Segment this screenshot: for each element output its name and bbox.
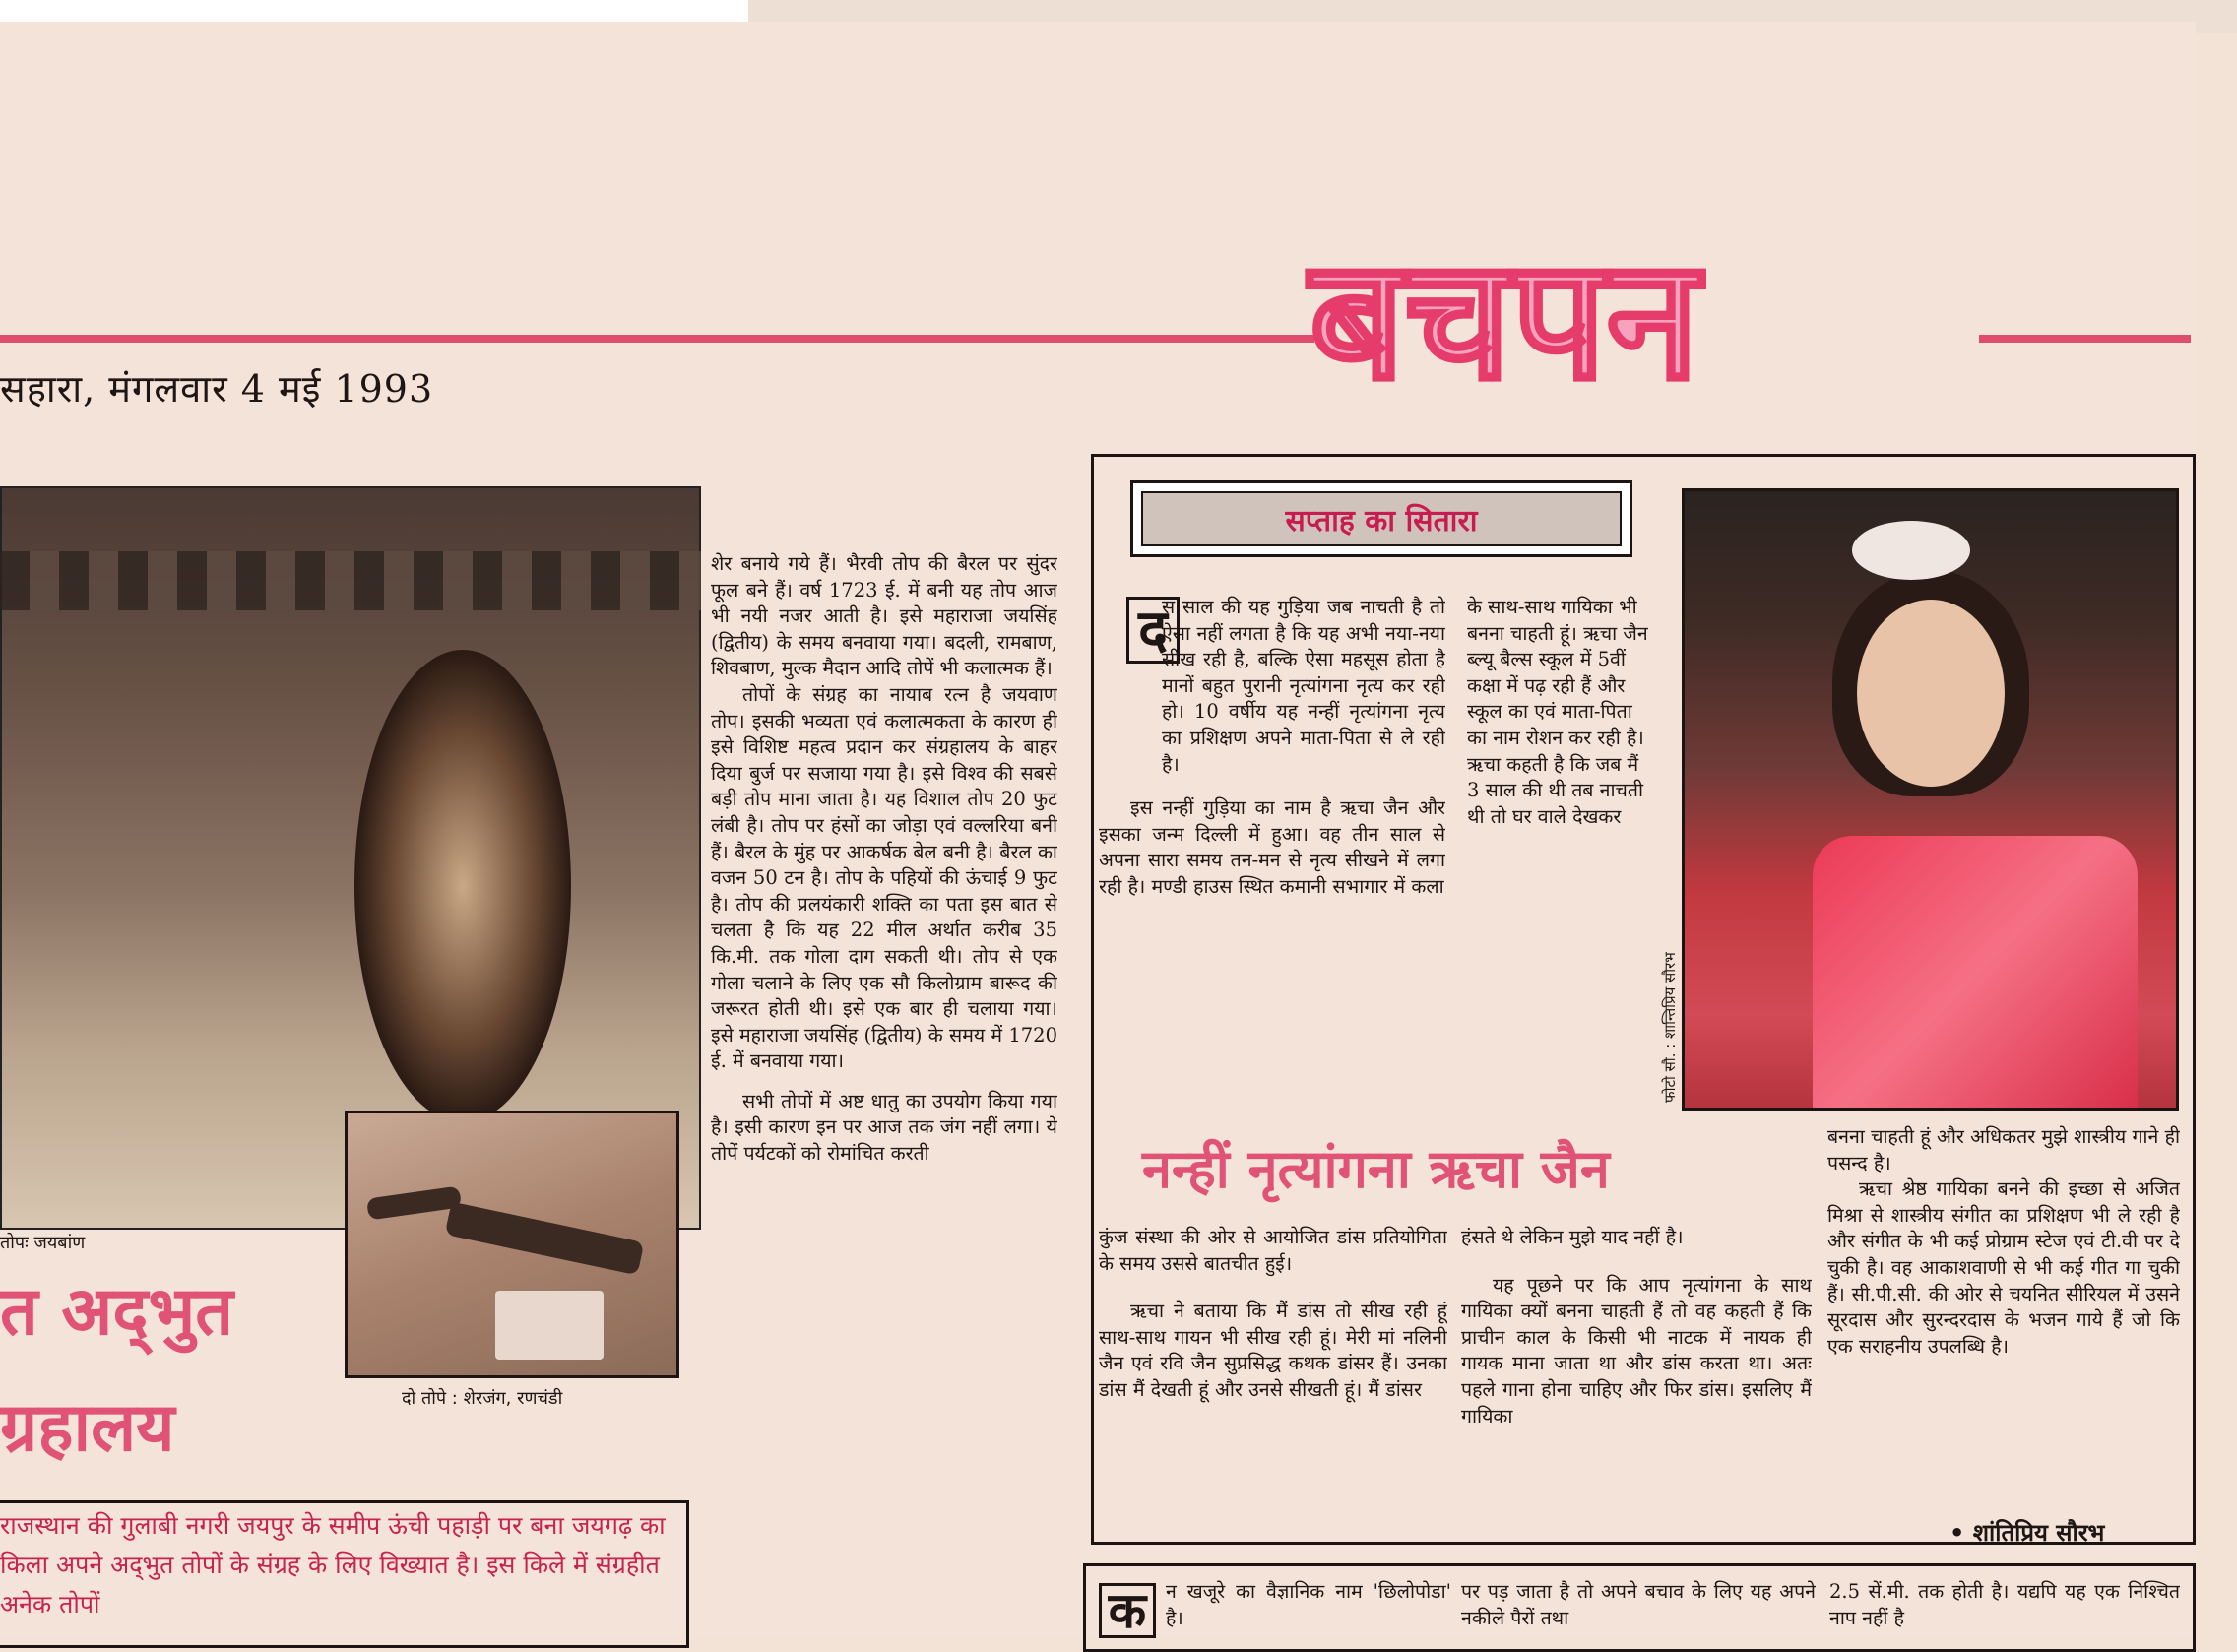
cannon-article-column xyxy=(711,551,1057,1638)
girl-dress xyxy=(1813,836,2138,1111)
feature-column-c xyxy=(1827,1124,2180,1512)
display-plinth xyxy=(495,1291,604,1360)
bottom-column-2: पर पड़ जाता है तो अपने बचाव के लिए यह अपने नकीले पैरों तथा xyxy=(1461,1580,1816,1629)
cannon-paragraph-3: सभी तोपों में अष्ट धातु का उपयोग किया गया है। इसी कारण इन पर आज तक जंग नहीं लगा। ये तोपें पर्यटकों को रोमांचित करती xyxy=(711,1089,1057,1166)
bottom-column-1: न खजूरे का वैज्ञानिक नाम 'छिलोपोडा' है। xyxy=(1166,1580,1451,1629)
feature-column-1 xyxy=(1099,595,1445,1107)
section-masthead: बचपन xyxy=(1310,222,1699,417)
feature-colc-para1: बनना चाहती हूं और अधिकतर मुझे शास्त्रीय गाने ही पसन्द है। xyxy=(1827,1125,2180,1175)
feature-colc-para2: ऋचा श्रेष्ठ गायिका बनने की इच्छा से अजित मिश्रा से शास्त्रीय संगीत का प्रशिक्षण भी ले रही है और संगीत के भी कई प्रोग्राम स्टेज एवं टी.वी पर दे चुकी है। वह आकाशवाणी से भी कई गीत गा चुकी हैं। सी.पी.सी. की ओर से चयनित सीरियल में उसने सूरदास और सुरन्दरदास के भजन गाये हैं जो कि एक सराहनीय उपलब्धि है। xyxy=(1827,1177,2180,1358)
girl-face xyxy=(1857,600,2005,787)
header-rule-left xyxy=(0,335,1314,343)
star-of-week-tag xyxy=(1130,480,1632,557)
feature-byline: • शांतिप्रिय सौरभ xyxy=(1949,1519,2105,1547)
photo-roof-beams xyxy=(0,551,701,610)
feature-col1-para2: इस नन्हीं गुड़िया का नाम है ऋचा जैन और इसका जन्म दिल्ली में हुआ। वह तीन साल से अपना सारा समय तन-मन से नृत्य सीखने में लगा रही है। मण्डी हाउस स्थित कमानी सभागार में कला xyxy=(1099,796,1445,898)
feature-column-b xyxy=(1461,1225,1812,1540)
feature-colb-para2: यह पूछने पर कि आप नृत्यांगना के साथ गायिका क्यों बनना चाहती हैं तो वह कहती हैं कि प्राचीन काल के किसी भी नाटक में नायक ही गायक माना जाता था और डांस करता था। अतः पहले गाना होना चाहिए और फिर डांस। इसलिए मैं गायिका xyxy=(1461,1273,1812,1428)
bottom-column-3: 2.5 सें.मी. तक होती है। यद्यपि यह एक निश्चित नाप नहीं है xyxy=(1829,1580,2180,1629)
feature-cola-para1: कुंज संस्था की ओर से आयोजित डांस प्रतियोगिता के समय उससे बातचीत हुई। xyxy=(1099,1226,1447,1275)
left-headline-line2: ग्रहालय xyxy=(0,1389,175,1467)
inset-cannons-photo xyxy=(345,1111,679,1378)
cannon-wheel xyxy=(354,650,571,1122)
cannon-paragraph-2: तोपों के संग्रह का नायाब रत्न है जयवाण तोप। इसकी भव्यता एवं कलात्मकता के कारण ही इसे विशिष्ट महत्व प्रदान कर संग्रहालय के बाहर दिया बुर्ज पर सजाया गया है। इसे विश्व की सबसे बड़ी तोप माना जाता है। यह विशाल तोप 20 फुट लंबी है। तोप पर हंसों का जोड़ा एवं वल्लरिया बनी हैं। बैरल के मुंह पर आकर्षक बेल बनी है। बैरल का वजन 50 टन है। तोप के पहियों की ऊंचाई 9 फुट है। तोप की प्रलयंकारी शक्ति का पता इस बात से चलता है कि यह 22 मील अर्थात करीब 35 कि.मी. तक गोला दाग सकती थी। तोप से एक गोला चलाने के लिए एक सौ किलोग्राम बारूद की जरूरत होती थी। इसे एक बार ही चलाया गया। इसे महाराजा जयसिंह (द्वितीय) के समय में 1720 ई. में बनवाया गया। xyxy=(711,682,1057,1073)
feature-column-a xyxy=(1099,1225,1447,1540)
small-cannon-1 xyxy=(366,1185,462,1220)
feature-dropcap: द xyxy=(1126,597,1180,664)
feature-column-2: के साथ-साथ गायिका भी बनना चाहती हूं। ऋचा जैन ब्ल्यू बैल्स स्कूल में 5वीं कक्षा में पढ़ रही हैं और स्कूल का एवं माता-पिता का नाम रोशन कर रही है। ऋचा कहती है कि जब मैं 3 साल की थी तब नाचती थी तो घर वाले देखकर xyxy=(1467,596,1648,828)
intro-text: राजस्थान की गुलाबी नगरी जयपुर के समीप ऊंची पहाड़ी पर बना जयगढ़ का किला अपने अद्‌भुत तोपों के संग्रह के लिए विख्यात है। इस किले में संग्रहीत अनेक तोपों xyxy=(0,1511,666,1619)
hair-bow xyxy=(1852,521,1970,580)
feature-col1-para1: स साल की यह गुड़िया जब नाचती है तो ऐसा नहीं लगता है कि यह अभी नया-नया सीख रही है, बल्कि ऐसा महसूस होता है मानों बहुत पुरानी नृत्यांगना नृत्य कर रही हो। 10 वर्षीय यह नन्हीं नृत्यांगना नृत्य का प्रशिक्षण अपने माता-पिता से ले रही है। xyxy=(1162,596,1445,776)
small-cannon-2 xyxy=(445,1202,645,1276)
main-photo-caption: तोपः जयबांण xyxy=(0,1233,86,1253)
feature-headline: नन्हीं नृत्यांगना ऋचा जैन xyxy=(1142,1138,1610,1200)
inset-photo-caption: दो तोपे : शेरजंग, रणचंडी xyxy=(402,1388,563,1409)
bottom-dropcap: क xyxy=(1099,1583,1156,1638)
dancer-photo xyxy=(1682,488,2179,1111)
feature-cola-para2: ऋचा ने बताया कि मैं डांस तो सीख रही हूं साथ-साथ गायन भी सीख रही हूं। मेरी मां नलिनी जैन एवं रवि जैन सुप्रसिद्ध कथक डांसर हैं। उनका डांस मैं देखती हूं और उनसे सीखती हूं। मैं डांसर xyxy=(1099,1300,1447,1401)
dateline: सहारा, मंगलवार 4 मई 1993 xyxy=(0,367,434,411)
photo-credit: फोटो सौ. : शान्तिप्रिय सौरभ xyxy=(1661,952,1679,1103)
star-of-week-label: सप्ताह का सितारा xyxy=(1141,491,1622,546)
header-rule-right xyxy=(1979,335,2191,343)
left-headline-line1: त अद्‌भुत xyxy=(0,1273,234,1351)
feature-colb-para1: हंसते थे लेकिन मुझे याद नहीं है। xyxy=(1461,1226,1684,1248)
cannon-paragraph-1: शेर बनाये गये हैं। भैरवी तोप की बैरल पर सुंदर फूल बने हैं। वर्ष 1723 ई. में बनी यह तोप आज भी नयी नजर आती है। इसे महाराजा जयसिंह (द्वितीय) के समय बनवाया गया। बदली, रामबाण, शिवबाण, मुल्क मैदान आदि तोपें भी कलात्मक हैं। xyxy=(711,552,1057,680)
